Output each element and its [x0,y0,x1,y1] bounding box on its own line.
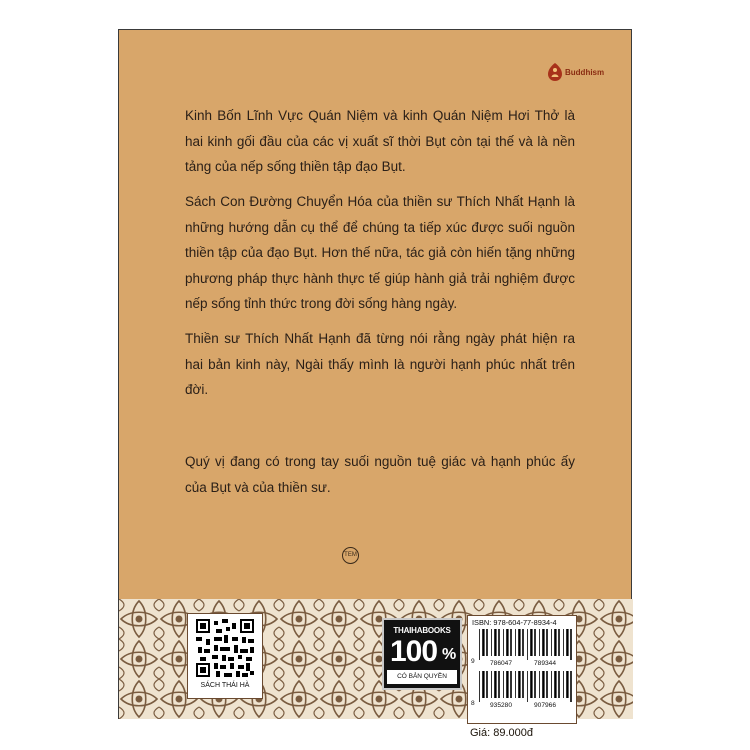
qr-code-icon [196,619,254,677]
buddha-icon [547,62,563,82]
blurb-paragraph-3: Thiền sư Thích Nhất Hạnh đã từng nói rằng ngày phát hiện ra hai bản kinh này, Ngài thấy mình là người hạnh phúc nhất trên đời. [185,331,575,398]
thaihabooks-copyright-seal [382,618,462,690]
barcode-digits-left: 786047 [490,660,513,667]
thaiha-hundred: 100 [390,635,438,668]
book-back-cover [118,29,632,739]
barcode-digits-left: 935280 [490,702,513,709]
barcode-icon [478,671,574,702]
thaiha-copyright-band: CÓ BẢN QUYỀN [387,670,457,684]
thaiha-percent: % [442,646,457,663]
barcode-digit-lead: 9 [471,658,475,665]
barcode-icon [478,629,574,660]
logo-text: Buddhism [565,68,605,77]
blurb-paragraph-2: Sách Con Đường Chuyển Hóa của thiền sư Thích Nhất Hạnh là những hướng dẫn cụ thể để chúng ta tiếp xúc được suối nguồn thiền tập của đạo Bụt. Hơn thế nữa, tác giả còn hiến tặng những phương pháp thực hành thực tế giúp hành giả trải nghiệm được nếp sống tỉnh thức trong đời sống hàng ngày. [185,194,575,312]
tem-stamp: TEM [342,547,359,564]
barcode-digits-right: 907966 [534,702,557,709]
qr-caption: SÁCH THÁI HÀ [200,682,250,689]
thaiha-brand: THAIHABOOKS [393,626,451,635]
isbn-label: ISBN: 978-604-77-8934-4 [472,618,557,627]
qr-code-block [187,613,263,699]
barcode-block [467,615,577,724]
blurb-paragraph-4: Quý vị đang có trong tay suối nguồn tuệ giác và hạnh phúc ấy của Bụt và của thiền sư. [185,454,575,495]
publisher-logo [547,62,617,86]
blurb-paragraph-1: Kinh Bốn Lĩnh Vực Quán Niệm và kinh Quán Niệm Hơi Thở là hai kinh gối đầu của các vị xuất sĩ thời Bụt còn tại thế và là nền tảng của nếp sống thiền tập đạo Bụt. [185,108,575,175]
price-label: Giá: 89.000đ [470,727,533,739]
barcode-digit-lead: 8 [471,700,475,707]
barcode-digits-right: 789344 [534,660,557,667]
